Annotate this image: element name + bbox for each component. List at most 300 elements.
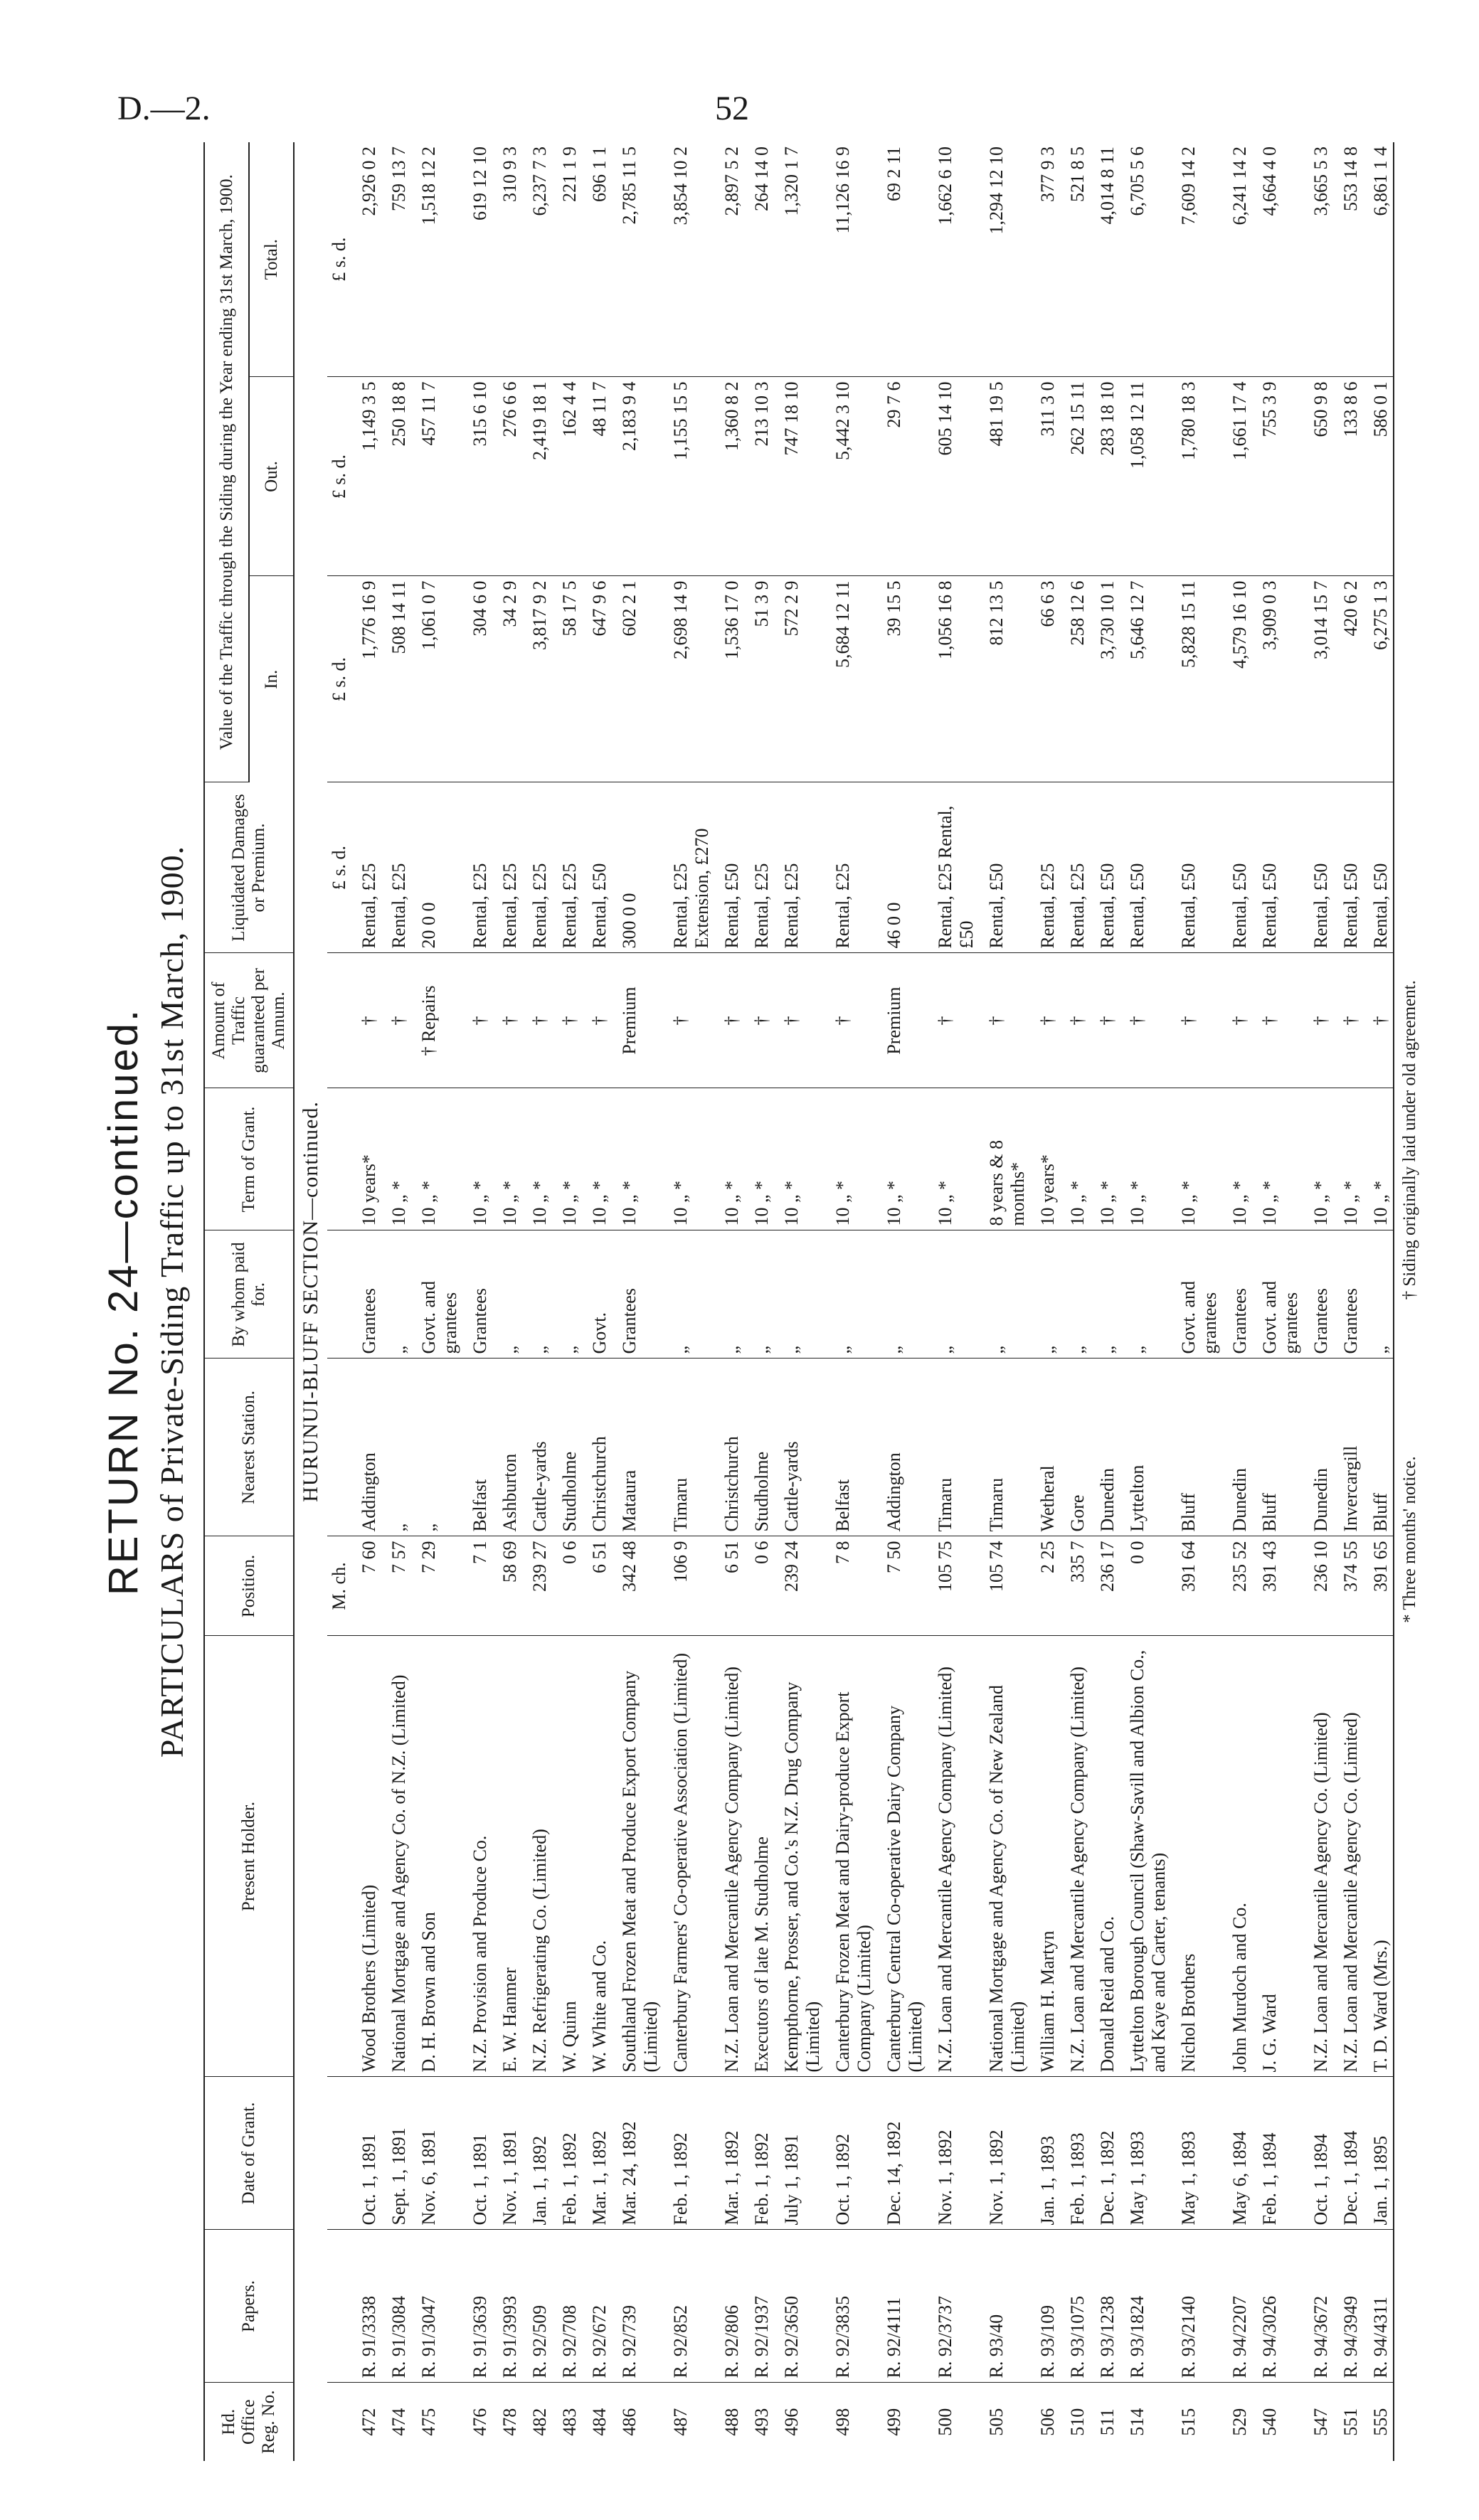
damages-cell: Rental, £50 — [1222, 782, 1252, 953]
damages-cell: Rental, £50 — [979, 782, 1030, 953]
reg-no-cell: 506 — [1037, 2408, 1058, 2436]
paid-by-cell: Grantees — [1303, 1230, 1333, 1359]
position-cell: 7 29 — [411, 1536, 462, 1636]
paid-by-cell: „ — [492, 1230, 522, 1359]
table-row — [612, 142, 663, 2461]
table-row — [928, 142, 979, 2461]
reg-no-cell: 476 — [470, 2408, 490, 2436]
papers-cell: R. 92/4111 — [876, 2230, 928, 2383]
paid-by-cell: „ — [381, 1230, 411, 1359]
station-cell: Bluff — [1363, 1359, 1394, 1536]
papers-cell: R. 92/1937 — [744, 2230, 774, 2383]
date-cell: Oct. 1, 1891 — [462, 2077, 492, 2230]
paid-by-cell: „ — [522, 1230, 552, 1359]
reg-no-cell: 540 — [1259, 2408, 1280, 2436]
units-total: £ s. d. — [327, 142, 351, 377]
position-cell: 239 27 — [522, 1536, 552, 1636]
reg-no-cell: 472 — [359, 2408, 379, 2436]
date-cell: Dec. 1, 1894 — [1333, 2077, 1363, 2230]
out-cell: 650 9 8 — [1303, 377, 1333, 576]
table-row — [825, 142, 876, 2461]
in-cell: 66 6 3 — [1030, 576, 1060, 782]
reg-no-cell: 482 — [529, 2408, 550, 2436]
station-cell: Lyttelton — [1120, 1359, 1171, 1536]
papers-cell: R. 93/1824 — [1120, 2230, 1171, 2383]
in-cell: 304 6 0 — [462, 576, 492, 782]
position-cell: 7 8 — [825, 1536, 876, 1636]
in-cell: 508 14 11 — [381, 576, 411, 782]
paid-by-cell: „ — [1090, 1230, 1120, 1359]
date-cell: July 1, 1891 — [774, 2077, 825, 2230]
total-cell: 1,518 12 2 — [411, 142, 462, 377]
footnote-dagger: † Siding originally laid under old agreement. — [1400, 980, 1419, 1300]
in-cell: 1,536 17 0 — [714, 576, 744, 782]
in-cell: 420 6 2 — [1333, 576, 1363, 782]
in-cell: 1,061 0 7 — [411, 576, 462, 782]
damages-cell: Rental, £25 — [825, 782, 876, 953]
holder-cell: N.Z. Provision and Produce Co. — [462, 1636, 492, 2077]
station-cell: Invercargill — [1333, 1359, 1363, 1536]
term-cell: 10 „ * — [714, 1088, 744, 1230]
col-paid-by: By whom paid for. — [204, 1230, 294, 1359]
papers-cell: R. 93/1075 — [1060, 2230, 1090, 2383]
out-cell: 315 6 10 — [462, 377, 492, 576]
position-cell: 2 25 — [1030, 1536, 1060, 1636]
damages-cell: Rental, £25 — [774, 782, 825, 953]
holder-cell: N.Z. Loan and Mercantile Agency Co. (Limited) — [1333, 1636, 1363, 2077]
papers-cell: R. 93/2140 — [1171, 2230, 1222, 2383]
in-cell: 3,817 9 2 — [522, 576, 552, 782]
paid-by-cell: Govt. and grantees — [1171, 1230, 1222, 1359]
term-cell: 10 „ * — [1222, 1088, 1252, 1230]
table-row — [492, 142, 522, 2461]
term-cell: 10 „ * — [582, 1088, 612, 1230]
station-cell: Belfast — [462, 1359, 492, 1536]
in-cell: 602 2 1 — [612, 576, 663, 782]
position-cell: 0 0 — [1120, 1536, 1171, 1636]
in-cell: 34 2 9 — [492, 576, 522, 782]
paid-by-cell: Govt. and grantees — [411, 1230, 462, 1359]
paid-by-cell: Govt. — [582, 1230, 612, 1359]
private-siding-table — [203, 142, 1394, 2461]
reg-no-cell: 486 — [619, 2408, 640, 2436]
out-cell: 747 18 10 — [774, 377, 825, 576]
out-cell: 755 3 9 — [1252, 377, 1303, 576]
holder-cell: W. Quinn — [552, 1636, 582, 2077]
table-row — [714, 142, 744, 2461]
in-cell: 572 2 9 — [774, 576, 825, 782]
damages-cell: Rental, £25 — [1030, 782, 1060, 953]
holder-cell: Canterbury Frozen Meat and Dairy-produce Export Company (Limited) — [825, 1636, 876, 2077]
in-cell: 3,730 10 1 — [1090, 576, 1120, 782]
reg-no-cell: 551 — [1340, 2408, 1361, 2436]
guaranteed-cell: † — [492, 953, 522, 1088]
total-cell: 69 2 11 — [876, 142, 928, 377]
holder-cell: T. D. Ward (Mrs.) — [1363, 1636, 1394, 2077]
station-cell: Timaru — [928, 1359, 979, 1536]
in-cell: 6,275 1 3 — [1363, 576, 1394, 782]
term-cell: 10 „ * — [1090, 1088, 1120, 1230]
term-cell: 10 „ * — [492, 1088, 522, 1230]
section-title: HURUNUI-BLUFF SECTION—continued. — [299, 1101, 322, 1502]
table-row — [351, 142, 381, 2461]
paid-by-cell: Grantees — [351, 1230, 381, 1359]
col-out: Out. — [249, 377, 294, 576]
position-cell: 7 1 — [462, 1536, 492, 1636]
paid-by-cell: „ — [1363, 1230, 1394, 1359]
paid-by-cell: „ — [1030, 1230, 1060, 1359]
holder-cell: John Murdoch and Co. — [1222, 1636, 1252, 2077]
papers-cell: R. 92/3650 — [774, 2230, 825, 2383]
station-cell: Studholme — [552, 1359, 582, 1536]
station-cell: Addington — [351, 1359, 381, 1536]
date-cell: Dec. 1, 1892 — [1090, 2077, 1120, 2230]
out-cell: 133 8 6 — [1333, 377, 1363, 576]
date-cell: Jan. 1, 1895 — [1363, 2077, 1394, 2230]
holder-cell: E. W. Hanmer — [492, 1636, 522, 2077]
guaranteed-cell: † — [714, 953, 744, 1088]
term-cell: 10 „ * — [462, 1088, 492, 1230]
table-row — [1363, 142, 1394, 2461]
paid-by-cell: Govt. and grantees — [1252, 1230, 1303, 1359]
total-cell: 3,854 10 2 — [663, 142, 714, 377]
reg-no-cell: 496 — [781, 2408, 802, 2436]
term-cell: 10 „ * — [825, 1088, 876, 1230]
position-cell: 7 50 — [876, 1536, 928, 1636]
position-cell: 391 64 — [1171, 1536, 1222, 1636]
table-row — [1222, 142, 1252, 2461]
table-row — [1030, 142, 1060, 2461]
units-row — [327, 142, 351, 2461]
holder-cell: N.Z. Loan and Mercantile Agency Co. (Limited) — [1303, 1636, 1333, 2077]
guaranteed-cell: † — [462, 953, 492, 1088]
reg-no-cell: 483 — [559, 2408, 580, 2436]
holder-cell: Canterbury Farmers' Co-operative Association (Limited) — [663, 1636, 714, 2077]
date-cell: May 1, 1893 — [1120, 2077, 1171, 2230]
total-cell: 377 9 3 — [1030, 142, 1060, 377]
table-row — [1090, 142, 1120, 2461]
reg-no-cell: 529 — [1229, 2408, 1250, 2436]
station-cell: Cattle-yards — [522, 1359, 552, 1536]
damages-cell: Rental, £50 — [1363, 782, 1394, 953]
position-cell: 342 48 — [612, 1536, 663, 1636]
units-out: £ s. d. — [327, 377, 351, 576]
date-cell: Mar. 1, 1892 — [582, 2077, 612, 2230]
total-cell: 310 9 3 — [492, 142, 522, 377]
date-cell: Nov. 6, 1891 — [411, 2077, 462, 2230]
guaranteed-cell: † — [1333, 953, 1363, 1088]
guaranteed-cell: † — [1363, 953, 1394, 1088]
station-cell: Christchurch — [714, 1359, 744, 1536]
station-cell: Bluff — [1252, 1359, 1303, 1536]
term-cell: 10 „ * — [774, 1088, 825, 1230]
in-cell: 3,909 0 3 — [1252, 576, 1303, 782]
return-title: RETURN No. 24—continued. — [100, 1007, 147, 1596]
damages-cell: Rental, £25 — [492, 782, 522, 953]
table-row — [1303, 142, 1333, 2461]
guaranteed-cell: Premium — [612, 953, 663, 1088]
reg-no-cell: 484 — [589, 2408, 610, 2436]
in-cell: 812 13 5 — [979, 576, 1030, 782]
guaranteed-cell: † — [1222, 953, 1252, 1088]
return-subtitle: PARTICULARS of Private-Siding Traffic up to 31st March, 1900. — [154, 845, 190, 1758]
papers-cell: R. 92/739 — [612, 2230, 663, 2383]
position-cell: 335 7 — [1060, 1536, 1090, 1636]
guaranteed-cell: † — [663, 953, 714, 1088]
total-cell: 6,705 5 6 — [1120, 142, 1171, 377]
out-cell: 213 10 3 — [744, 377, 774, 576]
section-row — [294, 142, 327, 2461]
position-cell: 105 75 — [928, 1536, 979, 1636]
out-cell: 2,419 18 1 — [522, 377, 552, 576]
table-row — [1252, 142, 1303, 2461]
guaranteed-cell: † — [1060, 953, 1090, 1088]
papers-cell: R. 91/3338 — [351, 2230, 381, 2383]
guaranteed-cell: † — [1090, 953, 1120, 1088]
position-cell: 391 65 — [1363, 1536, 1394, 1636]
units-position: M. ch. — [327, 1536, 351, 1636]
damages-cell: Rental, £50 — [1303, 782, 1333, 953]
paid-by-cell: „ — [1120, 1230, 1171, 1359]
guaranteed-cell: † — [1171, 953, 1222, 1088]
sheet-reference: D.—2. — [117, 90, 211, 127]
position-cell: 239 24 — [774, 1536, 825, 1636]
position-cell: 236 17 — [1090, 1536, 1120, 1636]
station-cell: Dunedin — [1222, 1359, 1252, 1536]
term-cell: 10 years* — [1030, 1088, 1060, 1230]
position-cell: 6 51 — [714, 1536, 744, 1636]
guaranteed-cell: † — [928, 953, 979, 1088]
paid-by-cell: „ — [774, 1230, 825, 1359]
table-row — [663, 142, 714, 2461]
out-cell: 1,661 17 4 — [1222, 377, 1252, 576]
position-cell: 105 74 — [979, 1536, 1030, 1636]
papers-cell: R. 94/2207 — [1222, 2230, 1252, 2383]
reg-no-cell: 475 — [418, 2408, 439, 2436]
position-cell: 0 6 — [744, 1536, 774, 1636]
table-row — [774, 142, 825, 2461]
holder-cell: N.Z. Loan and Mercantile Agency Company (Limited) — [714, 1636, 744, 2077]
paid-by-cell: „ — [1060, 1230, 1090, 1359]
reg-no-cell: 498 — [832, 2408, 853, 2436]
term-cell: 10 „ * — [612, 1088, 663, 1230]
damages-cell: Rental, £50 — [1090, 782, 1120, 953]
date-cell: Oct. 1, 1891 — [351, 2077, 381, 2230]
col-papers: Papers. — [204, 2230, 294, 2383]
in-cell: 58 17 5 — [552, 576, 582, 782]
damages-cell: Rental, £25 — [462, 782, 492, 953]
station-cell: Mataura — [612, 1359, 663, 1536]
papers-cell: R. 92/672 — [582, 2230, 612, 2383]
table-row — [552, 142, 582, 2461]
guaranteed-cell: † — [1303, 953, 1333, 1088]
out-cell: 162 4 4 — [552, 377, 582, 576]
date-cell: Sept. 1, 1891 — [381, 2077, 411, 2230]
col-value-group: Value of the Traffic through the Siding during the Year ending 31st March, 1900. — [204, 142, 249, 782]
reg-no-cell: 474 — [388, 2408, 409, 2436]
holder-cell: Southland Frozen Meat and Produce Export Company (Limited) — [612, 1636, 663, 2077]
guaranteed-cell: † — [1252, 953, 1303, 1088]
total-cell: 696 1 1 — [582, 142, 612, 377]
papers-cell: R. 91/3047 — [411, 2230, 462, 2383]
term-cell: 10 „ * — [1363, 1088, 1394, 1230]
date-cell: Jan. 1, 1893 — [1030, 2077, 1060, 2230]
col-damages: Liquidated Damages or Premium. — [204, 782, 294, 953]
out-cell: 2,183 9 4 — [612, 377, 663, 576]
guaranteed-cell: † — [351, 953, 381, 1088]
station-cell: „ — [411, 1359, 462, 1536]
station-cell: Wetheral — [1030, 1359, 1060, 1536]
reg-no-cell: 514 — [1127, 2408, 1147, 2436]
holder-cell: N.Z. Loan and Mercantile Agency Company (Limited) — [928, 1636, 979, 2077]
position-cell: 58 69 — [492, 1536, 522, 1636]
damages-cell: Rental, £50 — [582, 782, 612, 953]
units-damages: £ s. d. — [327, 782, 351, 953]
station-cell: Bluff — [1171, 1359, 1222, 1536]
station-cell: Timaru — [979, 1359, 1030, 1536]
total-cell: 2,897 5 2 — [714, 142, 744, 377]
col-guaranteed: Amount of Traffic guaranteed per Annum. — [204, 953, 294, 1088]
total-cell: 759 13 7 — [381, 142, 411, 377]
total-cell: 3,665 5 3 — [1303, 142, 1333, 377]
in-cell: 5,684 12 11 — [825, 576, 876, 782]
out-cell: 1,058 12 11 — [1120, 377, 1171, 576]
reg-no-cell: 500 — [935, 2408, 955, 2436]
station-cell: Ashburton — [492, 1359, 522, 1536]
reg-no-cell: 505 — [986, 2408, 1007, 2436]
position-cell: 235 52 — [1222, 1536, 1252, 1636]
guaranteed-cell: † Repairs — [411, 953, 462, 1088]
date-cell: Feb. 1, 1892 — [744, 2077, 774, 2230]
guaranteed-cell: † — [522, 953, 552, 1088]
paid-by-cell: „ — [876, 1230, 928, 1359]
station-cell: Timaru — [663, 1359, 714, 1536]
table-row — [522, 142, 552, 2461]
paid-by-cell: „ — [714, 1230, 744, 1359]
holder-cell: Executors of late M. Studholme — [744, 1636, 774, 2077]
papers-cell: R. 93/109 — [1030, 2230, 1060, 2383]
guaranteed-cell: † — [381, 953, 411, 1088]
reg-no-cell: 547 — [1310, 2408, 1331, 2436]
reg-no-cell: 515 — [1178, 2408, 1199, 2436]
total-cell: 6,861 1 4 — [1363, 142, 1394, 377]
paid-by-cell: „ — [663, 1230, 714, 1359]
total-cell: 6,237 7 3 — [522, 142, 552, 377]
reg-no-cell: 487 — [670, 2408, 691, 2436]
total-cell: 221 1 9 — [552, 142, 582, 377]
reg-no-cell: 555 — [1363, 2383, 1394, 2461]
out-cell: 311 3 0 — [1030, 377, 1060, 576]
out-cell: 481 19 5 — [979, 377, 1030, 576]
station-cell: Cattle-yards — [774, 1359, 825, 1536]
footnote-star: * Three months' notice. — [1400, 1456, 1419, 1623]
papers-cell: R. 92/3737 — [928, 2230, 979, 2383]
term-cell: 10 „ * — [744, 1088, 774, 1230]
term-cell: 10 „ * — [928, 1088, 979, 1230]
col-term: Term of Grant. — [204, 1088, 294, 1230]
page-number: 52 — [715, 90, 749, 127]
guaranteed-cell: † — [825, 953, 876, 1088]
footnotes — [1400, 142, 1420, 2461]
in-cell: 258 12 6 — [1060, 576, 1090, 782]
term-cell: 10 „ * — [411, 1088, 462, 1230]
out-cell: 457 11 7 — [411, 377, 462, 576]
date-cell: May 1, 1893 — [1171, 2077, 1222, 2230]
station-cell: Belfast — [825, 1359, 876, 1536]
date-cell: Nov. 1, 1892 — [928, 2077, 979, 2230]
out-cell: 29 7 6 — [876, 377, 928, 576]
out-cell: 1,155 15 5 — [663, 377, 714, 576]
total-cell: 1,320 1 7 — [774, 142, 825, 377]
table-row — [462, 142, 492, 2461]
reg-no-cell: 478 — [499, 2408, 520, 2436]
term-cell: 8 years & 8 months* — [979, 1088, 1030, 1230]
papers-cell: R. 91/3639 — [462, 2230, 492, 2383]
out-cell: 1,149 3 5 — [351, 377, 381, 576]
date-cell: Mar. 1, 1892 — [714, 2077, 744, 2230]
damages-cell: 300 0 0 — [612, 782, 663, 953]
table-row — [1171, 142, 1222, 2461]
units-in: £ s. d. — [327, 576, 351, 782]
holder-cell: J. G. Ward — [1252, 1636, 1303, 2077]
position-cell: 236 10 — [1303, 1536, 1333, 1636]
total-cell: 11,126 16 9 — [825, 142, 876, 377]
damages-cell: Rental, £50 — [1333, 782, 1363, 953]
position-cell: 0 6 — [552, 1536, 582, 1636]
in-cell: 1,776 16 9 — [351, 576, 381, 782]
out-cell: 276 6 6 — [492, 377, 522, 576]
total-cell: 2,785 11 5 — [612, 142, 663, 377]
station-cell: Dunedin — [1303, 1359, 1333, 1536]
header-row — [204, 142, 249, 2461]
date-cell: Oct. 1, 1892 — [825, 2077, 876, 2230]
out-cell: 586 0 1 — [1363, 377, 1394, 576]
guaranteed-cell: † — [552, 953, 582, 1088]
guaranteed-cell: † — [1120, 953, 1171, 1088]
holder-cell: Donald Reid and Co. — [1090, 1636, 1120, 2077]
guaranteed-cell: † — [582, 953, 612, 1088]
holder-cell: Kempthorne, Prosser, and Co.'s N.Z. Drug Company (Limited) — [774, 1636, 825, 2077]
papers-cell: R. 91/3993 — [492, 2230, 522, 2383]
in-cell: 2,698 14 9 — [663, 576, 714, 782]
out-cell: 283 18 10 — [1090, 377, 1120, 576]
total-cell: 264 14 0 — [744, 142, 774, 377]
term-cell: 10 „ * — [1252, 1088, 1303, 1230]
damages-cell: Rental, £25 — [381, 782, 411, 953]
total-cell: 4,014 8 11 — [1090, 142, 1120, 377]
holder-cell: W. White and Co. — [582, 1636, 612, 2077]
col-reg-no: Hd. Office Reg. No. — [204, 2383, 294, 2461]
papers-cell: R. 91/3084 — [381, 2230, 411, 2383]
paid-by-cell: „ — [928, 1230, 979, 1359]
reg-no-cell: 493 — [751, 2408, 772, 2436]
position-cell: 6 51 — [582, 1536, 612, 1636]
damages-cell: Rental, £25 — [552, 782, 582, 953]
date-cell: Dec. 14, 1892 — [876, 2077, 928, 2230]
guaranteed-cell: Premium — [876, 953, 928, 1088]
damages-cell: 20 0 0 — [411, 782, 462, 953]
damages-cell: Rental, £25 — [351, 782, 381, 953]
in-cell: 1,056 16 8 — [928, 576, 979, 782]
paid-by-cell: Grantees — [1222, 1230, 1252, 1359]
papers-cell: R. 92/806 — [714, 2230, 744, 2383]
in-cell: 3,014 15 7 — [1303, 576, 1333, 782]
holder-cell: National Mortgage and Agency Co. of New Zealand (Limited) — [979, 1636, 1030, 2077]
holder-cell: Lyttelton Borough Council (Shaw-Savill and Albion Co., and Kaye and Carter, tenants) — [1120, 1636, 1171, 2077]
position-cell: 7 57 — [381, 1536, 411, 1636]
reg-no-cell: 499 — [884, 2408, 904, 2436]
papers-cell: R. 92/509 — [522, 2230, 552, 2383]
